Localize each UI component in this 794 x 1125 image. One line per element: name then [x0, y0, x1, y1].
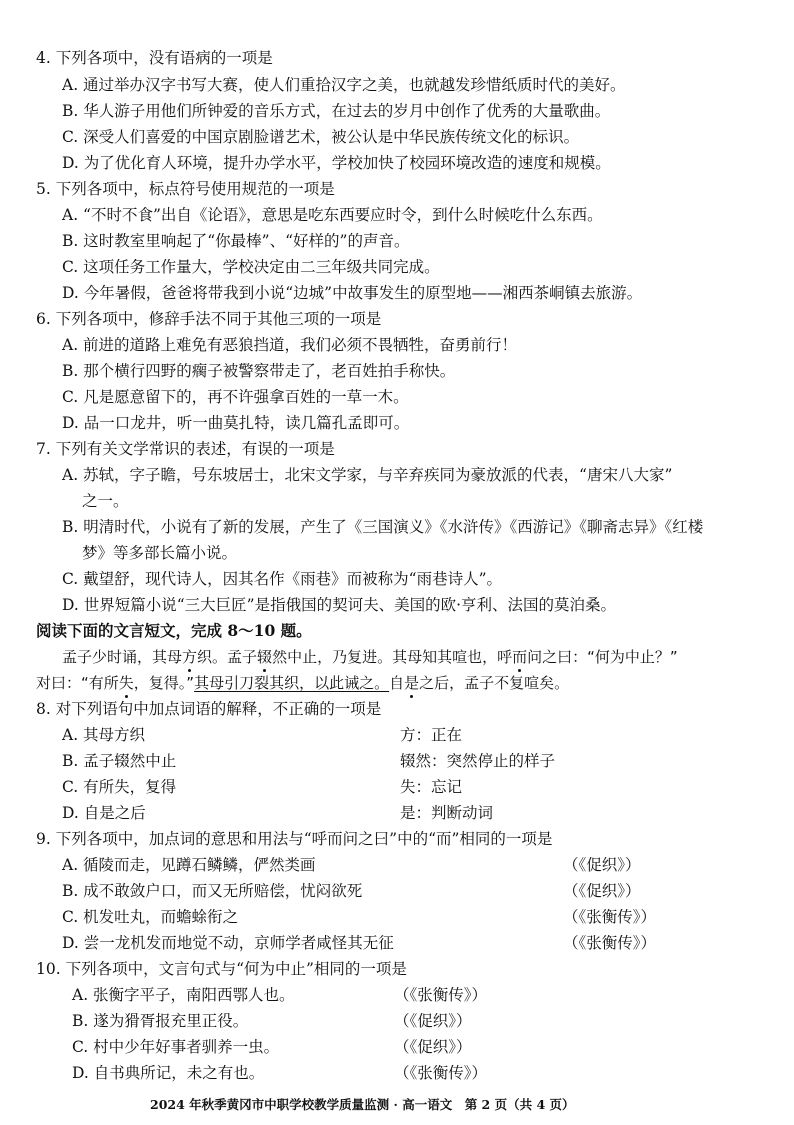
dotted-word: 方: [182, 648, 198, 666]
q9-stem: 9. 下列各项中，加点词的意思和用法与“呼而问之曰”中的“而”相同的一项是: [36, 830, 553, 848]
q10-option-c: C. 村中少年好事者驯养一虫。: [72, 1038, 280, 1056]
q8-option-d-explanation: 是：判断动词: [400, 804, 494, 822]
q9-option-d-source: （《张衡传》）: [563, 934, 657, 952]
q6-option-d: D. 品一口龙井，听一曲莫扎特，读几篇孔孟即可。: [62, 414, 410, 432]
q4-stem: 4. 下列各项中，没有语病的一项是: [36, 49, 273, 67]
q8-option-a: A. 其母方织: [62, 726, 146, 744]
q8-stem: 8. 对下列语句中加点词语的解释，不正确的一项是: [36, 700, 382, 718]
section-heading: 阅读下面的文言短文，完成 8～10 题。: [36, 621, 312, 640]
q6-option-b: B. 那个横行四野的瘸子被警察带走了，老百姓拍手称快。: [62, 362, 456, 380]
q8-option-c: C. 有所失，复得: [62, 778, 177, 796]
passage-text: 问之曰：“何为中止？”: [527, 648, 678, 666]
q5-stem: 5. 下列各项中，标点符号使用规范的一项是: [36, 180, 335, 198]
q10-option-b: B. 遂为猾胥报充里正役。: [72, 1012, 249, 1030]
passage-text: ，复得。”: [133, 674, 195, 692]
q10-option-d: D. 自书典所记，未之有也。: [72, 1064, 265, 1082]
q9-option-b: B. 成不敢敛户口，而又无所赔偿，忧闷欲死: [62, 882, 363, 900]
q6-stem: 6. 下列各项中，修辞手法不同于其他三项的一项是: [36, 310, 382, 328]
q6-option-a: A. 前进的道路上难免有恶狼挡道，我们必须不畏牺牲，奋勇前行！: [62, 336, 518, 354]
q5-option-d: D. 今年暑假，爸爸将带我到小说“边城”中故事发生的原型地——湘西茶峒镇去旅游。: [62, 284, 643, 302]
q6-option-c: C. 凡是愿意留下的，再不许强拿百姓的一草一木。: [62, 388, 409, 406]
q10-option-c-source: （《促织》）: [394, 1038, 472, 1056]
q10-stem: 10. 下列各项中，文言句式与“何为中止”相同的一项是: [36, 960, 407, 978]
q7-option-a-line1: A. 苏轼，字子瞻，号东坡居士，北宋文学家，与辛弃疾同为豪放派的代表，“唐宋八大家”: [62, 466, 673, 484]
dotted-word: 失: [118, 674, 134, 692]
dotted-word: 辍: [257, 648, 273, 666]
page-footer: 2024 年秋季黄冈市中职学校教学质量监测 · 高一语文 第 2 页（共 4 页）: [150, 1097, 575, 1112]
q7-option-b-line2: 梦》等多部长篇小说。: [82, 544, 238, 562]
passage-text: 之后，孟子不复喧矣。: [419, 674, 570, 692]
passage-line-2: [36, 672, 569, 694]
q8-option-a-explanation: 方：正在: [400, 726, 463, 744]
q5-option-b: B. 这时教室里响起了“你最棒”、“好样的”的声音。: [62, 232, 410, 250]
dotted-word: 而: [512, 648, 528, 666]
q4-option-d: D. 为了优化育人环境，提升办学水平，学校加快了校园环境改造的速度和规模。: [62, 154, 611, 172]
q7-option-b-line1: B. 明清时代，小说有了新的发展，产生了《三国演义》《水浒传》《西游记》《聊斋志异》《红楼: [62, 518, 704, 536]
passage-line-1: [62, 646, 678, 668]
passage-text: 织。孟子: [197, 648, 258, 666]
q4-option-c: C. 深受人们喜爱的中国京剧脸谱艺术，被公认是中华民族传统文化的标识。: [62, 128, 580, 146]
q9-option-a-source: （《促织》）: [563, 856, 641, 874]
dotted-word: 是: [404, 674, 420, 692]
q7-option-c: C. 戴望舒，现代诗人，因其名作《雨巷》而被称为“雨巷诗人”。: [62, 570, 503, 588]
passage-text: 孟子少时诵，其母: [62, 648, 183, 666]
q8-option-c-explanation: 失：忘记: [400, 778, 463, 796]
q10-option-d-source: （《张衡传》）: [394, 1064, 488, 1082]
q9-option-c-source: （《张衡传》）: [563, 908, 657, 926]
q4-option-b: B. 华人游子用他们所钟爱的音乐方式，在过去的岁月中创作了优秀的大量歌曲。: [62, 102, 611, 120]
q7-stem: 7. 下列有关文学常识的表述，有误的一项是: [36, 440, 335, 458]
q8-option-d: D. 自是之后: [62, 804, 146, 822]
q10-option-a-source: （《张衡传》）: [394, 986, 488, 1004]
passage-text: 自: [389, 674, 405, 692]
q8-option-b: B. 孟子辍然中止: [62, 752, 177, 770]
q7-option-d: D. 世界短篇小说“三大巨匠”是指俄国的契诃夫、美国的欧·亨利、法国的莫泊桑。: [62, 596, 617, 614]
q9-option-b-source: （《促织》）: [563, 882, 641, 900]
underlined-sentence: 其母引刀裂其织，以此诫之。: [194, 674, 390, 692]
q4-option-a: A. 通过举办汉字书写大赛，使人们重拾汉字之美，也就越发珍惜纸质时代的美好。: [62, 76, 626, 94]
q9-option-c: C. 机发吐丸，而蟾蜍衔之: [62, 908, 239, 926]
q5-option-a: A. “不时不食”出自《论语》，意思是吃东西要应时令，到什么时候吃什么东西。: [62, 206, 603, 224]
passage-text: 对曰：“有所: [36, 674, 119, 692]
passage-text: 然中止，乃复进。其母知其喧也，呼: [272, 648, 513, 666]
q10-option-b-source: （《促织》）: [394, 1012, 472, 1030]
q5-option-c: C. 这项任务工作量大，学校决定由二三年级共同完成。: [62, 258, 440, 276]
q7-option-a-line2: 之一。: [82, 492, 129, 510]
q10-option-a: A. 张衡字平子，南阳西鄂人也。: [72, 986, 295, 1004]
q9-option-a: A. 循陵而走，见蹲石鳞鳞，俨然类画: [62, 856, 316, 874]
q9-option-d: D. 尝一龙机发而地觉不动，京师学者咸怪其无征: [62, 934, 394, 952]
q8-option-b-explanation: 辍然：突然停止的样子: [400, 752, 556, 770]
